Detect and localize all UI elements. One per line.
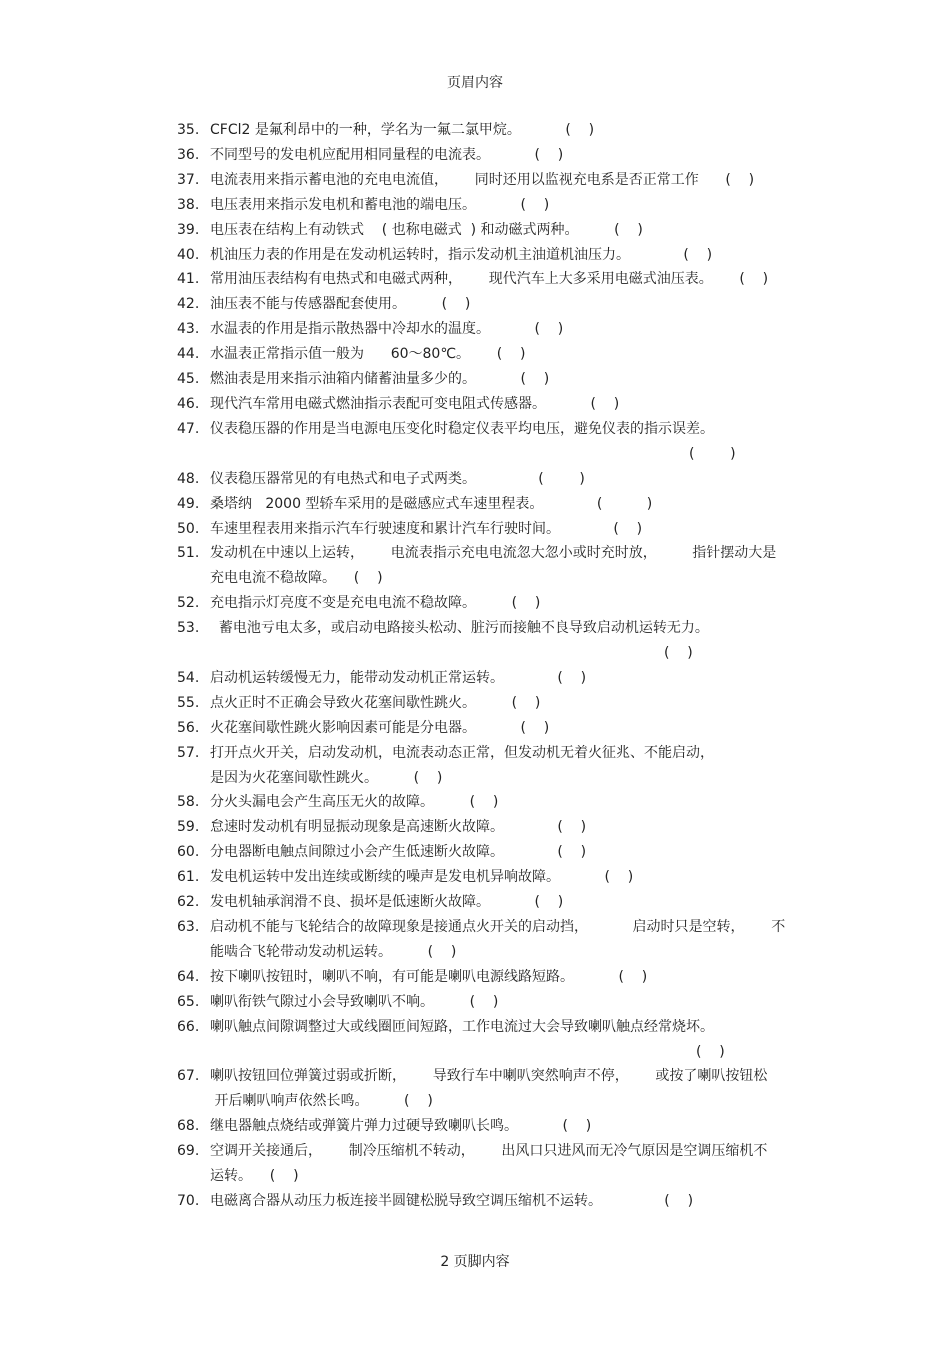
question-item <box>177 915 837 965</box>
answer-bracket: ( ) <box>696 1043 725 1060</box>
question-number: 35. <box>177 122 200 138</box>
question-text: 机油压力表的作用是在发动机运转时，指示发动机主油道机油压力。 ( ) <box>210 246 713 263</box>
question-text: 启动机不能与飞轮结合的故障现象是接通点火开关的启动挡， 启动时只是空转， 不 <box>210 919 786 935</box>
question-item <box>177 815 837 840</box>
question-text: CFCl2 是氟利昂中的一种，学名为一氟二氯甲烷。 ( ) <box>210 122 595 138</box>
question-number: 67. <box>177 1068 200 1085</box>
question-item <box>177 965 837 990</box>
question-text: 电压表用来指示发电机和蓄电池的端电压。 ( ) <box>210 196 550 213</box>
question-item <box>177 591 837 616</box>
question-number: 40. <box>177 246 200 263</box>
question-text: 仪表稳压器的作用是当电源电压变化时稳定仪表平均电压，避免仪表的指示误差。 <box>210 420 714 437</box>
page-header: 页眉内容 <box>447 75 503 91</box>
question-text: 发电机运转中发出连续或断续的噪声是发电机异响故障。 ( ) <box>210 869 634 886</box>
question-number: 61. <box>177 869 200 886</box>
question-item <box>177 1189 837 1214</box>
question-item <box>177 367 837 392</box>
question-number: 39. <box>177 221 200 238</box>
question-number: 69. <box>177 1143 200 1160</box>
question-text-continued: 能啮合飞轮带动发动机运转。 ( ) <box>210 943 457 960</box>
question-item <box>177 716 837 741</box>
question-number: 43. <box>177 321 200 338</box>
question-item <box>177 840 837 865</box>
question-text: 怠速时发动机有明显振动现象是高速断火故障。 ( ) <box>210 819 587 836</box>
question-item <box>177 392 837 417</box>
question-text: 打开点火开关，启动发动机，电流表动态正常，但发动机无着火征兆、不能启动， <box>210 744 714 761</box>
question-text: 空调开关接通后， 制冷压缩机不转动， 出风口只进风而无冷气原因是空调压缩机不 <box>210 1143 768 1160</box>
question-item <box>177 118 837 143</box>
answer-bracket: ( ) <box>689 445 736 462</box>
question-item <box>177 1064 837 1114</box>
question-number: 59. <box>177 819 200 836</box>
question-number: 54. <box>177 669 200 686</box>
question-number: 62. <box>177 894 200 911</box>
question-text: 喇叭衔铁气隙过小会导致喇叭不响。 ( ) <box>210 993 499 1010</box>
question-text: 分火头漏电会产生高压无火的故障。 ( ) <box>210 794 499 811</box>
question-number: 53. <box>177 620 200 637</box>
question-text: 火花塞间歇性跳火影响因素可能是分电器。 ( ) <box>210 719 550 736</box>
question-item <box>177 492 837 517</box>
question-item <box>177 417 837 467</box>
question-number: 52. <box>177 595 200 612</box>
question-item <box>177 193 837 218</box>
question-number: 70. <box>177 1192 200 1209</box>
question-text: 仪表稳压器常见的有电热式和电子式两类。 ( ) <box>210 470 585 487</box>
question-number: 38. <box>177 196 200 213</box>
question-number: 56. <box>177 719 200 736</box>
question-number: 63. <box>177 919 200 935</box>
question-text: 点火正时不正确会导致火花塞间歇性跳火。 ( ) <box>210 694 541 711</box>
question-number: 46. <box>177 395 200 412</box>
question-text: 现代汽车常用电磁式燃油指示表配可变电阻式传感器。 ( ) <box>210 395 620 412</box>
question-number: 37. <box>177 171 200 188</box>
question-number: 36. <box>177 146 200 163</box>
question-number: 50. <box>177 520 200 537</box>
question-text: 不同型号的发电机应配用相同量程的电流表。 ( ) <box>210 146 564 163</box>
question-text: 水温表正常指示值一般为 60～80℃。 ( ) <box>210 346 526 363</box>
question-text: 按下喇叭按钮时，喇叭不响，有可能是喇叭电源线路短路。 ( ) <box>210 968 648 985</box>
question-text: 启动机运转缓慢无力，能带动发动机正常运转。 ( ) <box>210 669 587 686</box>
question-text: 电压表在结构上有动铁式 ( 也称电磁式 ) 和动磁式两种。 ( ) <box>210 221 643 238</box>
question-text-continued: 运转。 ( ) <box>210 1168 299 1185</box>
page-footer: 2 页脚内容 <box>440 1254 510 1270</box>
question-number: 60. <box>177 844 200 861</box>
question-item <box>177 243 837 268</box>
question-text: 油压表不能与传感器配套使用。 ( ) <box>210 296 471 313</box>
question-item <box>177 790 837 815</box>
question-number: 51. <box>177 545 200 562</box>
question-number: 57. <box>177 744 200 761</box>
question-text: 燃油表是用来指示油箱内储蓄油量多少的。 ( ) <box>210 371 550 388</box>
question-number: 44. <box>177 346 200 363</box>
question-item <box>177 865 837 890</box>
question-text: 常用油压表结构有电热式和电磁式两种， 现代汽车上大多采用电磁式油压表。 ( ) <box>210 271 769 288</box>
question-item <box>177 990 837 1015</box>
question-text-continued: 充电电流不稳故障。 ( ) <box>210 570 383 587</box>
question-item <box>177 292 837 317</box>
question-item <box>177 666 837 691</box>
question-text: 发电机轴承润滑不良、损坏是低速断火故障。 ( ) <box>210 894 564 911</box>
question-item <box>177 218 837 243</box>
question-item <box>177 517 837 542</box>
answer-bracket: ( ) <box>664 645 693 662</box>
question-text: 车速里程表用来指示汽车行驶速度和累计汽车行驶时间。 ( ) <box>210 520 643 537</box>
question-item <box>177 467 837 492</box>
question-number: 58. <box>177 794 200 811</box>
question-text-continued: 开后喇叭响声依然长鸣。 ( ) <box>210 1093 433 1110</box>
question-number: 68. <box>177 1118 200 1135</box>
question-item <box>177 741 837 791</box>
question-text: 水温表的作用是指示散热器中冷却水的温度。 ( ) <box>210 321 564 338</box>
question-item <box>177 342 837 367</box>
question-number: 47. <box>177 420 200 437</box>
question-number: 49. <box>177 495 200 512</box>
question-item <box>177 267 837 292</box>
question-number: 65. <box>177 993 200 1010</box>
question-number: 42. <box>177 296 200 313</box>
question-number: 48. <box>177 470 200 487</box>
question-item <box>177 1139 837 1189</box>
question-item <box>177 317 837 342</box>
question-text: 分电器断电触点间隙过小会产生低速断火故障。 ( ) <box>210 844 587 861</box>
question-item <box>177 616 837 666</box>
question-text: 电磁离合器从动压力板连接半圆键松脱导致空调压缩机不运转。 ( ) <box>210 1192 694 1209</box>
question-text: 继电器触点烧结或弹簧片弹力过硬导致喇叭长鸣。 ( ) <box>210 1118 592 1135</box>
question-list <box>177 118 837 1214</box>
question-number: 41. <box>177 271 200 288</box>
question-item <box>177 143 837 168</box>
question-number: 66. <box>177 1018 200 1035</box>
question-text: 蓄电池亏电太多，或启动电路接头松动、脏污而接触不良导致启动机运转无力。 <box>210 620 709 637</box>
question-item <box>177 1015 837 1065</box>
question-text: 桑塔纳 2000 型轿车采用的是磁感应式车速里程表。 ( ) <box>210 495 653 512</box>
question-item <box>177 1114 837 1139</box>
question-text: 喇叭按钮回位弹簧过弱或折断， 导致行车中喇叭突然响声不停， 或按了喇叭按钮松 <box>210 1068 768 1085</box>
question-number: 64. <box>177 968 200 985</box>
question-item <box>177 168 837 193</box>
question-item <box>177 541 837 591</box>
question-number: 55. <box>177 694 200 711</box>
question-text: 电流表用来指示蓄电池的充电电流值， 同时还用以监视充电系是否正常工作 ( ) <box>210 171 755 188</box>
question-item <box>177 890 837 915</box>
question-number: 45. <box>177 371 200 388</box>
question-item <box>177 691 837 716</box>
question-text-continued: 是因为火花塞间歇性跳火。 ( ) <box>210 769 443 786</box>
question-text: 发动机在中速以上运转， 电流表指示充电电流忽大忽小或时充时放， 指针摆动大是 <box>210 545 777 562</box>
question-text: 充电指示灯亮度不变是充电电流不稳故障。 ( ) <box>210 595 541 612</box>
question-text: 喇叭触点间隙调整过大或线圈匝间短路，工作电流过大会导致喇叭触点经常烧坏。 <box>210 1018 714 1035</box>
